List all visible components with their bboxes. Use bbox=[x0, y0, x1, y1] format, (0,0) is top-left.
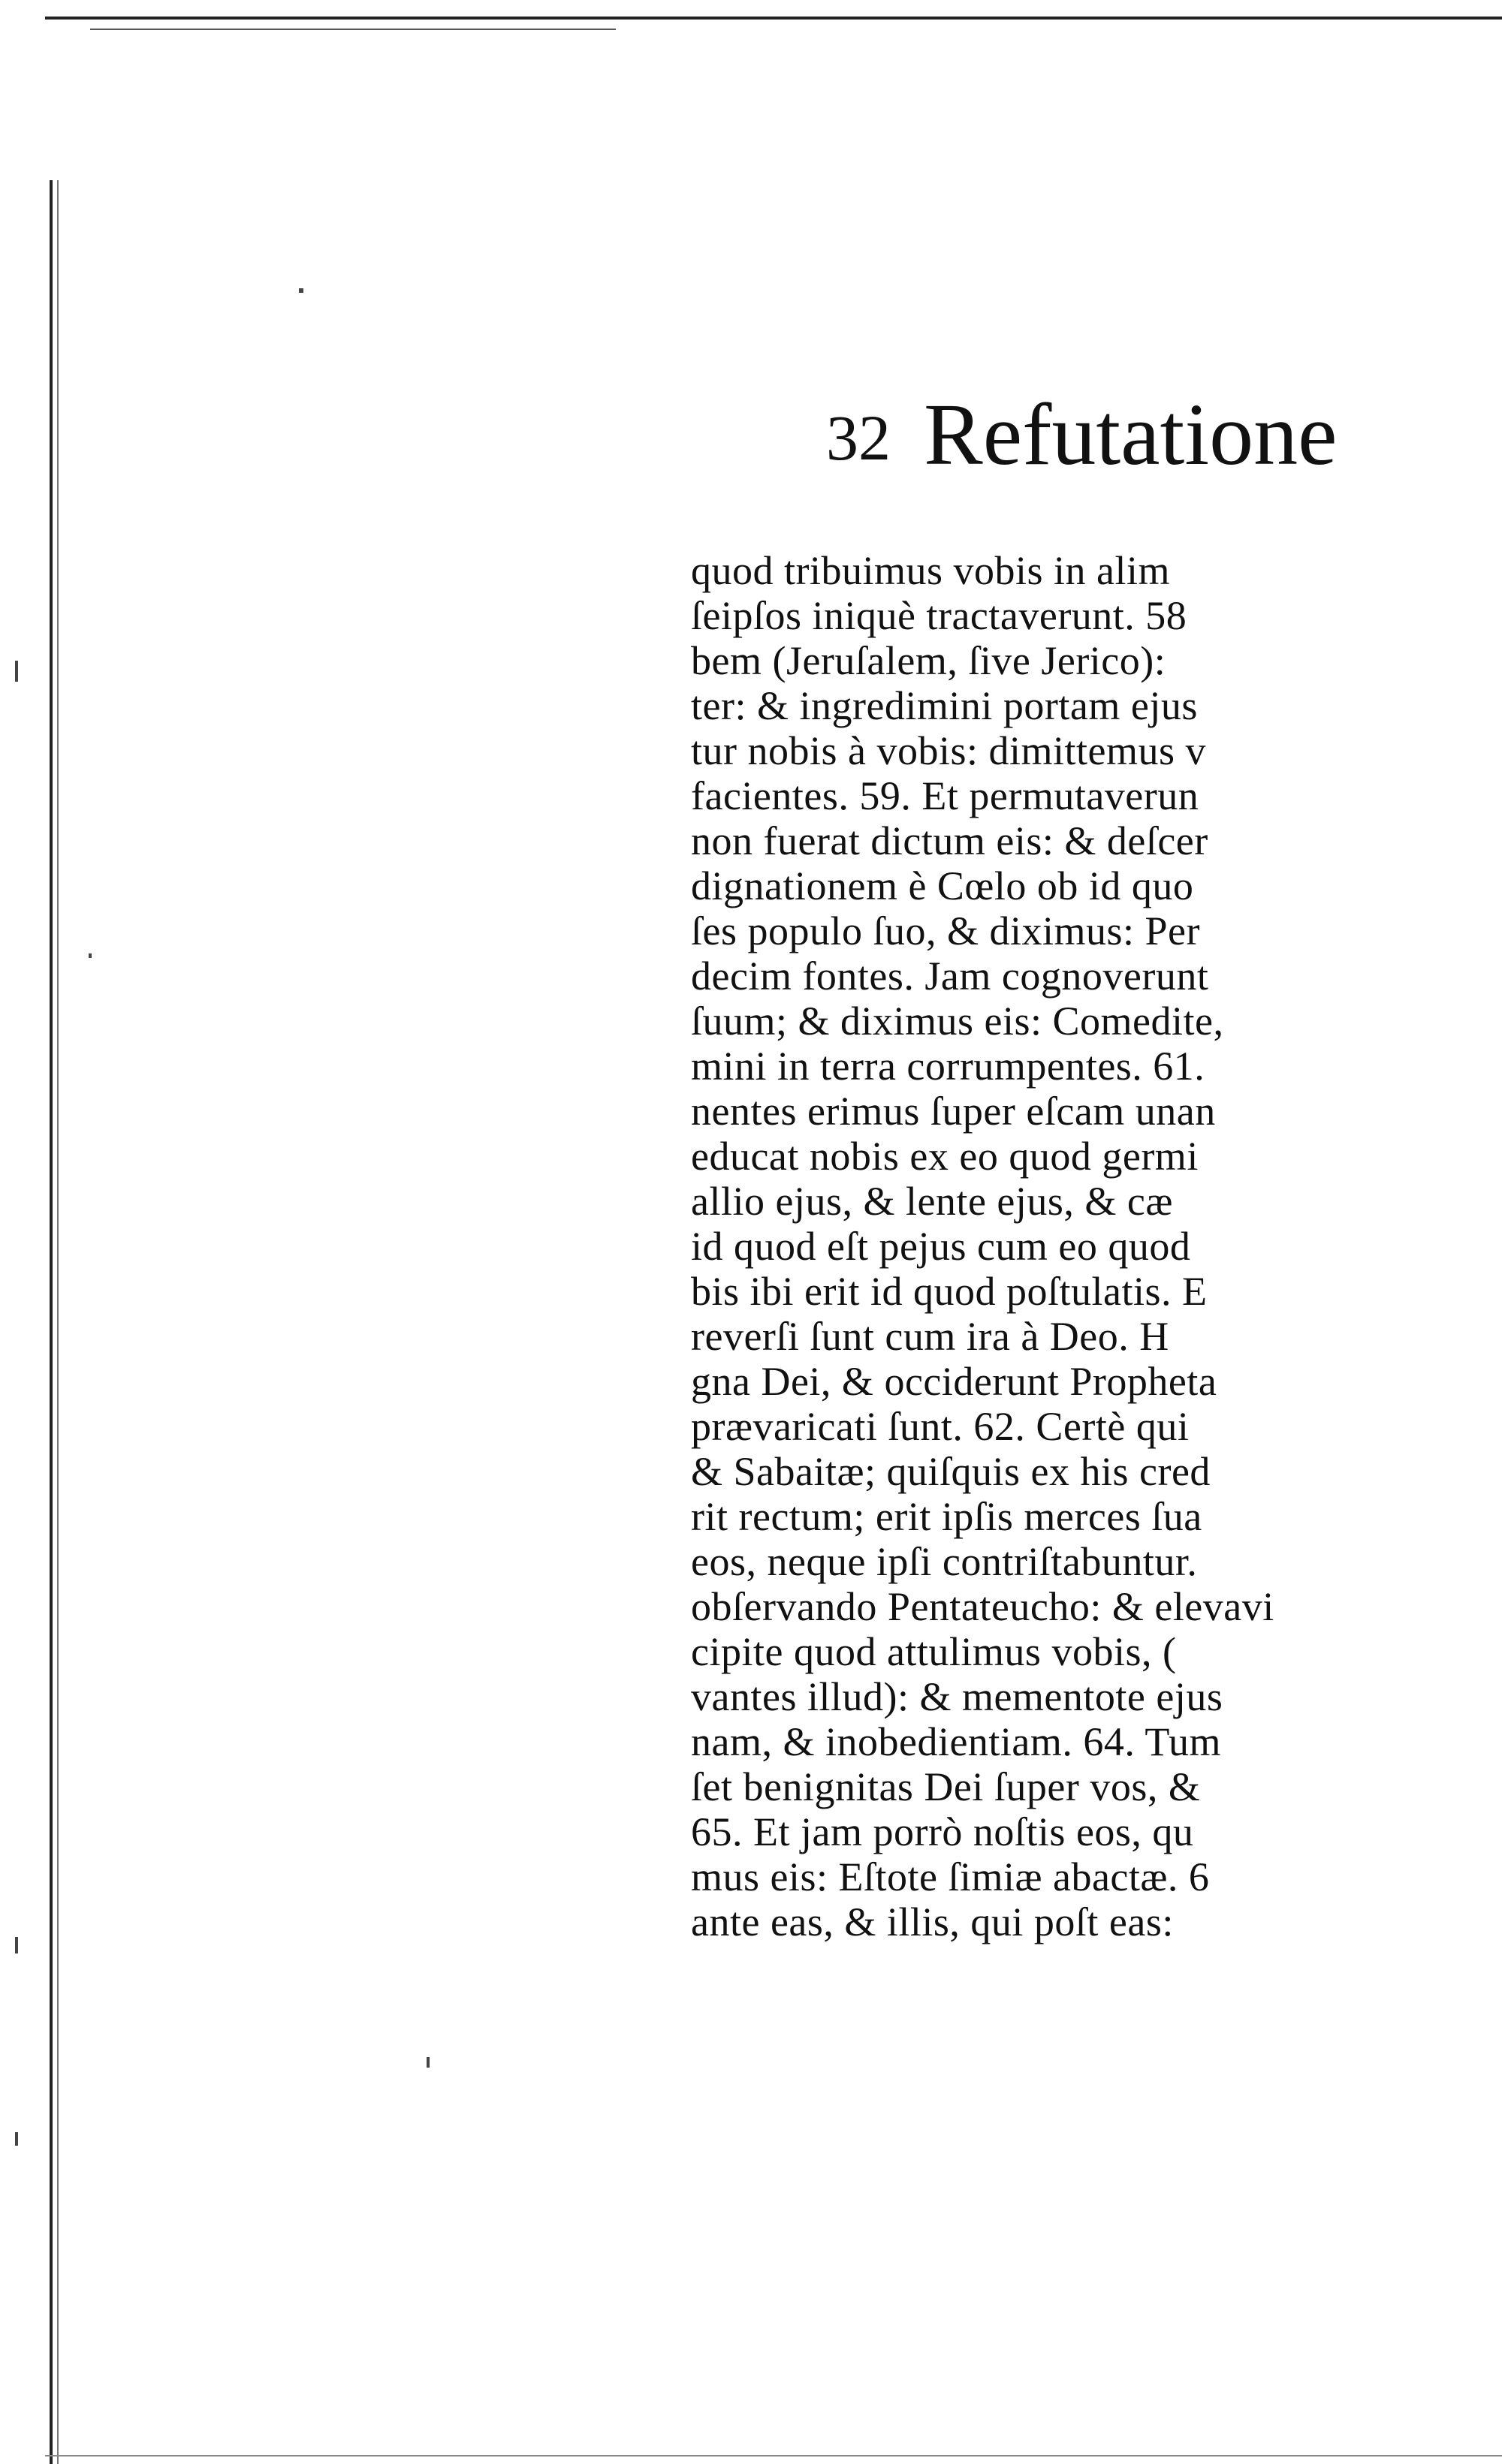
text-line: mus eis: Eſtote ſimiæ abactæ. 6 bbox=[691, 1854, 1210, 1899]
text-line: allio ejus, & lente ejus, & cæ bbox=[691, 1179, 1173, 1224]
text-line: quod tribuimus vobis in alim bbox=[691, 548, 1171, 593]
text-line: ter: & ingredimini portam ejus bbox=[691, 683, 1198, 728]
page-number: 32 bbox=[826, 402, 891, 474]
page-header bbox=[826, 385, 1338, 483]
binding-gutter-line-secondary bbox=[57, 180, 59, 2464]
text-line: eos, neque ipſi contriſtabuntur. bbox=[691, 1539, 1198, 1584]
text-line: ſeipſos iniquè tractaverunt. 58 bbox=[691, 593, 1187, 638]
text-line: educat nobis ex eo quod germi bbox=[691, 1134, 1199, 1179]
running-head: Refutatione bbox=[924, 385, 1338, 483]
text-line: non fuerat dictum eis: & deſcer bbox=[691, 818, 1208, 863]
text-line: ſet benignitas Dei ſuper vos, & bbox=[691, 1764, 1201, 1809]
text-line: tur nobis à vobis: dimittemus v bbox=[691, 728, 1206, 773]
scan-speck bbox=[15, 1937, 18, 1953]
text-line: nentes erimus ſuper eſcam unan bbox=[691, 1089, 1216, 1134]
text-line: decim fontes. Jam cognoverunt bbox=[691, 953, 1209, 999]
text-line: ſes populo ſuo, & diximus: Per bbox=[691, 908, 1201, 953]
text-line: nam, & inobedientiam. 64. Tum bbox=[691, 1719, 1222, 1764]
text-line: vantes illud): & mementote ejus bbox=[691, 1674, 1223, 1719]
body-text bbox=[691, 548, 1502, 1944]
scan-speck bbox=[427, 2057, 430, 2068]
text-line: gna Dei, & occiderunt Propheta bbox=[691, 1359, 1217, 1404]
text-line: facientes. 59. Et permutaverun bbox=[691, 773, 1199, 818]
scan-speck bbox=[15, 661, 18, 682]
text-line: reverſi ſunt cum ira à Deo. H bbox=[691, 1314, 1169, 1359]
scan-speck bbox=[89, 953, 92, 958]
scan-speck bbox=[15, 2132, 18, 2146]
text-line: obſervando Pentateucho: & elevavi bbox=[691, 1584, 1274, 1629]
text-line: 65. Et jam porrò noſtis eos, qu bbox=[691, 1809, 1194, 1854]
text-line: cipite quod attulimus vobis, ( bbox=[691, 1629, 1177, 1674]
top-border-rule bbox=[45, 17, 1502, 20]
text-line: ſuum; & diximus eis: Comedite, bbox=[691, 999, 1224, 1044]
text-line: ante eas, & illis, qui poſt eas: bbox=[691, 1899, 1174, 1944]
text-line: bem (Jeruſalem, ſive Jerico): bbox=[691, 638, 1166, 683]
binding-gutter-line bbox=[50, 180, 53, 2464]
text-line: rit rectum; erit ipſis merces ſua bbox=[691, 1494, 1202, 1539]
text-line: mini in terra corrumpentes. 61. bbox=[691, 1044, 1205, 1089]
text-line: bis ibi erit id quod poſtulatis. E bbox=[691, 1269, 1208, 1314]
top-border-rule-secondary bbox=[90, 29, 616, 30]
text-line: prævaricati ſunt. 62. Certè qui bbox=[691, 1404, 1190, 1449]
scan-speck bbox=[299, 288, 303, 293]
bottom-border-rule bbox=[45, 2455, 1502, 2456]
text-line: & Sabaitæ; quiſquis ex his cred bbox=[691, 1449, 1211, 1494]
text-line: dignationem è Cœlo ob id quo bbox=[691, 863, 1194, 908]
text-line: id quod eſt pejus cum eo quod bbox=[691, 1224, 1191, 1269]
